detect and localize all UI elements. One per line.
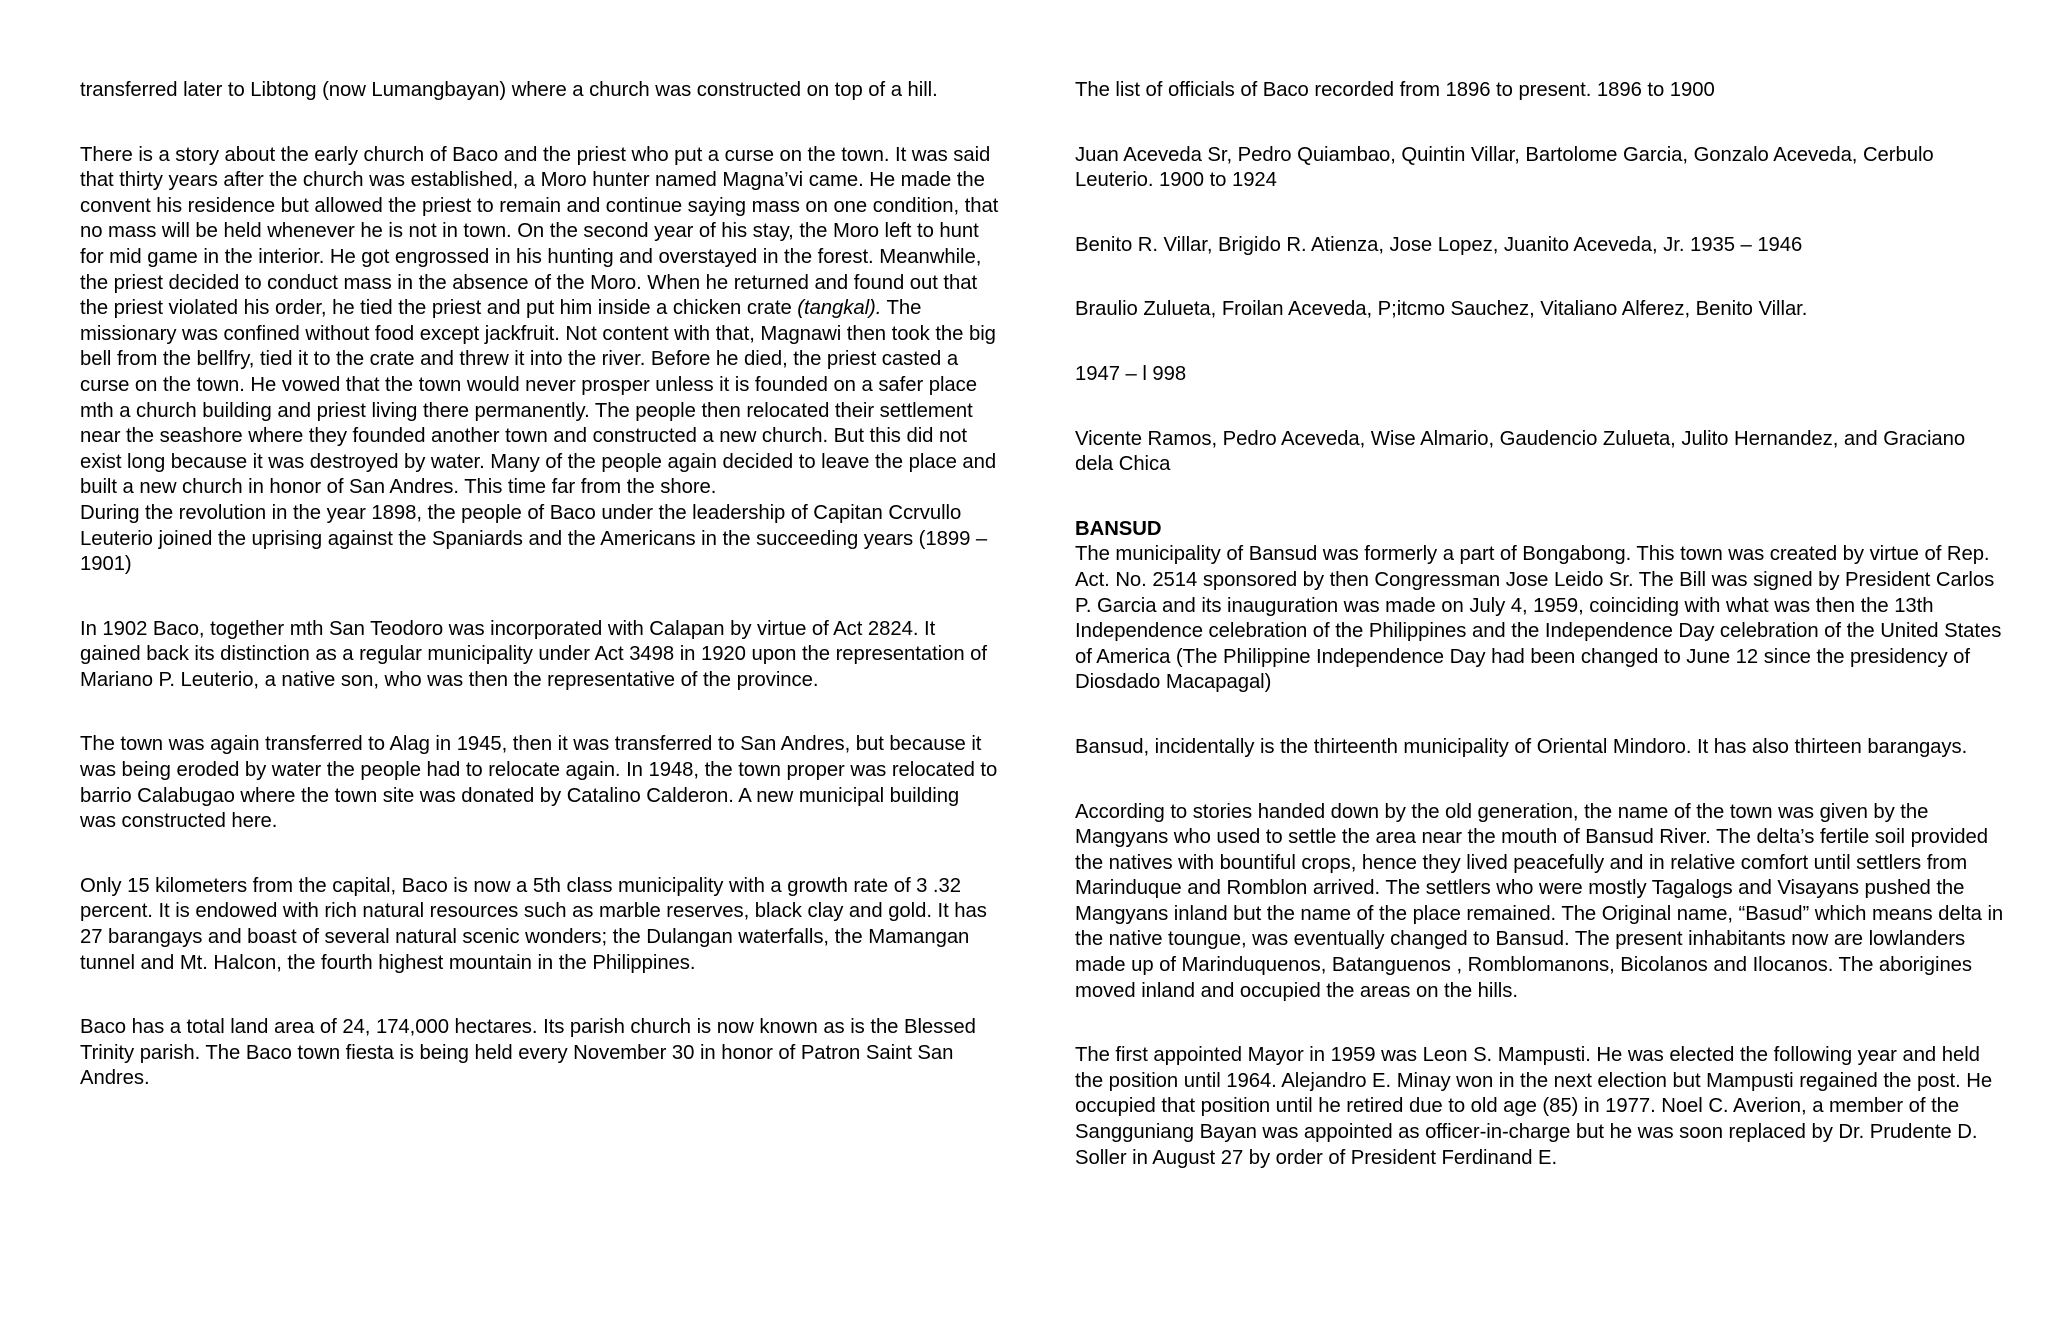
right-paragraph-1-officials-intro: The list of officials of Baco recorded from 1896 to present. 1896 to 1900 [1075,79,1715,101]
bansud-history-text: The municipality of Bansud was formerly a part of Bongabong. This town was created by virtue of Rep. Act. No. 2514 sponsored by then Congressman Jose Leido Sr. The Bill was signed by President Carlos P. Garcia and its inauguration was made on July 4, 1959, coinciding with what was then the 13th Independence celebration of the Philippines and the Independence Day celebration of the United States of America (The Philippine Independence Day had been changed to June 12 since the presidency of Diosdado Macapagal) [1075,543,2002,694]
right-paragraph-4-officials-1946: Braulio Zulueta, Froilan Aceveda, P;itcmo Sauchez, Vitaliano Alferez, Benito Villar. [1075,298,1808,321]
left-paragraph-3-revolution: During the revolution in the year 1898, the people of Baco under the leadership of Capitan Ccrvullo Leuterio joined the uprising against the Spaniards and the Americans in the succeeding years (1899 – 1901) [80,501,988,576]
curse-story-text-b: The missionary was confined without food except jackfruit. Not content with that, Magnawi then took the big bell from the bellfry, tied it to the crate and threw it into the river. Before he died, the priest casted a curse on the town. He vowed that the town would never prosper unless it is founded on a safer place mth a church building and priest living there permanently. The people then relocated their settlement near the seashore where they founded another town and constructed a new church. But this did not exist long because it was destroyed by water. Many of the people again decided to leave the place and built a new church in honor of San Andres. This time far from the shore. [80,297,997,499]
right-paragraph-5-period: 1947 – l 998 [1075,362,1187,385]
curse-story-italic-term: (tangkal). [797,297,882,320]
left-page [80,0,1000,1339]
left-paragraph-7-land-area: Baco has a total land area of 24, 174,000 hectares. Its parish church is now known as is the Blessed Trinity parish. The Baco town fiesta is being held every November 30 in honor of Patron Saint San Andres. [80,1016,976,1090]
right-paragraph-2-officials-1896: Juan Aceveda Sr, Pedro Quiambao, Quintin Villar, Bartolome Garcia, Gonzalo Aceveda, Cerbulo Leuterio. 1900 to 1924 [1075,143,1934,192]
bansud-section [1075,517,2005,696]
right-paragraph-10-mayors: The first appointed Mayor in 1959 was Leon S. Mampusti. He was elected the following year and held the position until 1964. Alejandro E. Minay won in the next election but Mampusti regained the post. He occupied that position until he retired due to old age (85) in 1977. Noel C. Averion, a member of the Sangguniang Bayan was appointed as officer-in-charge but he was soon replaced by Dr. Prudente D. Soller in August 27 by order of President Ferdinand E. [1075,1044,1993,1169]
left-paragraph-4-incorporation: In 1902 Baco, together mth San Teodoro was incorporated with Calapan by virtue of Act 2824. It gained back its distinction as a regular municipality under Act 3498 in 1920 upon the representation of Mariano P. Leuterio, a native son, who was then the representative of the province. [80,617,987,691]
right-page [1075,0,2005,1339]
right-paragraph-6-officials-1998: Vicente Ramos, Pedro Aceveda, Wise Almario, Gaudencio Zulueta, Julito Hernandez, and Graciano dela Chica [1075,427,1966,476]
right-paragraph-3-officials-1924: Benito R. Villar, Brigido R. Atienza, Jose Lopez, Juanito Aceveda, Jr. 1935 – 1946 [1075,233,1803,256]
left-paragraph-6-baco-profile: Only 15 kilometers from the capital, Baco is now a 5th class municipality with a growth rate of 3 .32 percent. It is endowed with rich natural resources such as marble reserves, black clay and gold. It has 27 barangays and boast of several natural scenic wonders; the Dulangan waterfalls, the Mamangan tunnel and Mt. Halcon, the fourth highest mountain in the Philippines. [80,874,987,974]
left-paragraph-5-relocation: The town was again transferred to Alag in 1945, then it was transferred to San Andres, but because it was being eroded by water the people had to relocate again. In 1948, the town proper was relocated to barrio Calabugao where the town site was donated by Catalino Calderon. A new municipal building was constructed here. [80,733,998,833]
bansud-heading: BANSUD [1075,517,1162,540]
left-paragraph-2-curse-story [80,143,1000,501]
curse-story-text-a: There is a story about the early church of Baco and the priest who put a curse on the town. It was said that thirty years after the church was established, a Moro hunter named Magna’vi came. He made the convent his residence but allowed the priest to remain and continue saying mass on one condition, that no mass will be held whenever he is not in town. On the second year of his stay, the Moro left to hunt for mid game in the interior. He got engrossed in his hunting and overstayed in the forest. Meanwhile, the priest decided to conduct mass in the absence of the Moro. When he returned and found out that the priest violated his order, he tied the priest and put him inside a chicken crate [80,143,999,320]
right-paragraph-9-name-origin: According to stories handed down by the old generation, the name of the town was given by the Mangyans who used to settle the area near the mouth of Bansud River. The delta’s fertile soil provided the natives with bountiful crops, hence they lived peacefully and in relative comfort until settlers from Marinduque and Romblon arrived. The settlers who were mostly Tagalogs and Visayans pushed the Mangyans inland but the name of the place remained. The Original name, “Basud” which means delta in the native toungue, was eventually changed to Bansud. The present inhabitants now are lowlanders made up of Marinduquenos, Batanguenos , Romblomanons, Bicolanos and Ilocanos. The aborigines moved inland and occupied the areas on the hills. [1075,800,2004,1002]
right-paragraph-8-thirteenth: Bansud, incidentally is the thirteenth municipality of Oriental Mindoro. It has also thirteen barangays. [1075,735,1968,758]
left-paragraph-1: transferred later to Libtong (now Lumangbayan) where a church was constructed on top of a hill. [80,79,938,101]
